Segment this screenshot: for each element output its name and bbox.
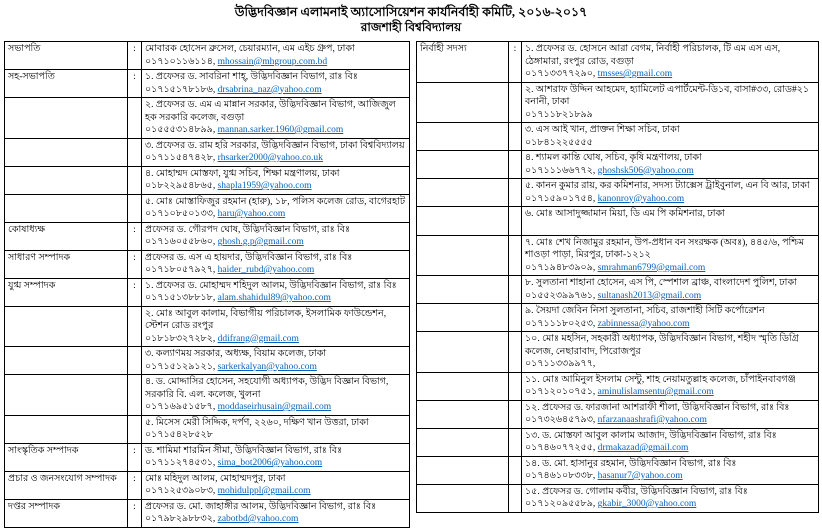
colon-cell	[509, 179, 522, 207]
contact-separator: ,	[592, 318, 598, 329]
member-text: প্রফেসর ড. এস এ হায়দার, উদ্ভিদবিজ্ঞান বিভাগ, রাঃ বিঃ	[145, 252, 353, 263]
member-phone: ০১৭৯৮২৯৮৮৩২	[145, 514, 213, 524]
member-row	[5, 42, 410, 70]
member-text: ১. প্রফেসর ড. মোহাম্মদ শহিদুল আলম, উদ্ভিদবিজ্ঞান বিভাগ, রাঃ বিঃ	[145, 280, 397, 291]
contact-separator: ,	[212, 486, 218, 496]
member-phone: ০১৫৫২৩৯৯৭৬১	[525, 290, 593, 301]
member-text: ২. মোঃ আবুল কালাম, বিভাগীয় পরিচালক, ইসলামিক ফাউন্ডেশন, স্টেশন রোড রংপুর	[145, 308, 387, 331]
role-label-cell	[417, 207, 509, 236]
colon: :	[133, 224, 136, 235]
role-label: প্রচার ও জনসংযোগ সম্পাদক	[8, 473, 117, 484]
member-detail-cell	[522, 456, 819, 484]
colon: :	[133, 501, 136, 512]
member-contact	[525, 414, 815, 427]
member-phone: ০১৭১৫৯০১৭৫৪	[525, 193, 593, 204]
member-detail-cell	[142, 138, 410, 166]
colon-cell	[509, 456, 522, 484]
executive-members-table	[416, 41, 819, 513]
member-text: ৮. সুলতানা শাহানা হোসেন, এস পি, স্পেশাল ব্রাঞ্চ, বাংলাদেশ পুলিশ, ঢাকা	[525, 278, 797, 288]
member-text: প্রফেসর ড. গৌরপদ ঘোষ, উদ্ভিদবিজ্ঞান বিভাগ, রাঃ বিঃ	[145, 224, 351, 235]
member-text: প্রফেসর ড. মো. জাহাঙ্গীর আলম, উদ্ভিদবিজ্ঞান বিভাগ, রাঃ বিঃ	[145, 501, 377, 512]
member-phone: ০১৭১২৫৩৯০৮৩	[145, 486, 213, 496]
member-email-link[interactable]: ghosh.g.p@gmail.com	[217, 237, 304, 247]
member-detail-cell	[142, 222, 410, 250]
member-row	[5, 471, 410, 499]
role-label-cell	[417, 332, 509, 373]
colon-cell	[509, 372, 522, 400]
member-detail-cell	[142, 443, 410, 471]
member-row	[5, 138, 410, 166]
member-phone: ০১৮১৮৩২৭২৮২	[145, 333, 213, 344]
colon-cell	[128, 166, 142, 194]
contact-separator: ,	[592, 387, 598, 397]
member-contact	[145, 152, 406, 165]
member-email-link[interactable]: haru@yahoo.com	[217, 209, 286, 219]
member-email-link[interactable]: ddifrang@gmail.com	[217, 333, 299, 344]
member-detail-cell	[522, 276, 819, 304]
colon: :	[133, 72, 136, 82]
contact-separator: ,	[212, 125, 218, 135]
member-email-link[interactable]: haider_rubd@yahoo.com	[217, 265, 315, 275]
colon: :	[133, 280, 136, 291]
role-label-cell	[5, 70, 128, 98]
member-phone: ০১৮২২৯৫৪৮৬৫	[145, 181, 213, 191]
member-phone: ০১৭১১৩৩৯৯৭৭,	[525, 359, 596, 369]
role-label-cell	[5, 98, 128, 139]
member-row	[417, 207, 819, 236]
member-text: মোঃ মহিদুল আলম, মোহাম্মদপুর, ঢাকা	[145, 473, 286, 484]
role-label-cell	[417, 235, 509, 276]
member-contact	[145, 124, 406, 137]
member-row	[417, 456, 819, 484]
member-text: ৭. মোঃ শেখ নিজামুর রহমান, উপ-প্রধান বন সংরক্ষক (অবঃ), ৪৪৫/৬, পশ্চিম শাওড়া পাড়া, মিরপুর, ঢাকা-১২১২	[525, 237, 805, 260]
member-row	[5, 194, 410, 222]
colon-cell	[509, 123, 522, 151]
role-label-cell	[5, 138, 128, 166]
colon-cell	[128, 306, 142, 347]
member-email-link[interactable]: mhossain@mhgroup.com.bd	[217, 56, 328, 67]
colon-cell	[128, 194, 142, 222]
member-detail-cell	[142, 306, 410, 347]
member-phone: ০১৭১১১৮০২৫৩	[525, 318, 593, 329]
member-contact	[525, 109, 815, 122]
member-text: ২. আশরাফ উদ্দিন আহমেদ, হ্যামিলেট এপার্টমেন্ট-ডি১ব, বাসা#৩৩, রোড#২১ বনানী, ঢাকা	[525, 84, 810, 107]
member-contact	[525, 290, 815, 303]
colon-cell	[509, 235, 522, 276]
role-label-cell	[417, 82, 509, 123]
colon-cell	[128, 347, 142, 375]
contact-separator: ,	[212, 458, 218, 468]
member-contact	[525, 498, 815, 511]
colon-cell	[128, 443, 142, 471]
member-phone: ০১৫৫৫৩১৪৮৯৯	[145, 125, 213, 135]
contact-separator: ,	[212, 153, 218, 163]
member-email-link[interactable]: ghoshsk506@yahoo.com	[597, 165, 694, 176]
member-phone: ০১৭১১১৬৬৭৭২	[525, 165, 593, 176]
member-detail-cell	[142, 166, 410, 194]
member-contact	[145, 180, 406, 193]
member-text: মোবারক হোসেন ব্রুসেল, চেয়ারম্যান, এম এইচ গ্রুপ, ঢাকা	[145, 44, 355, 54]
member-row	[5, 415, 410, 443]
member-row	[5, 443, 410, 471]
role-label-cell	[5, 306, 128, 347]
contact-separator: ,	[212, 209, 218, 219]
colon: :	[133, 44, 136, 54]
member-phone: ০১৭১৬৯৫১৫৮৭	[145, 402, 213, 412]
role-label-cell	[417, 484, 509, 512]
member-email-link[interactable]: sarkerkalyan@yahoo.com	[217, 361, 317, 372]
contact-separator: ,	[212, 265, 218, 275]
member-text: ১০. মোঃ মহসিন, সহকারী অধ্যাপক, উদ্ভিদবিজ্ঞান বিভাগ, শহীদ স্মৃতি ডিগ্রি কলেজ, নেছারাবাদ, পিরোজপুর	[525, 334, 799, 357]
contact-separator: ,	[592, 415, 598, 425]
role-label-cell	[417, 456, 509, 484]
role-label-cell	[417, 400, 509, 428]
member-text: ১৫. প্রফেসর ড. গোলাম কবীর, উদ্ভিদবিজ্ঞান বিভাগ, রাঃ বিঃ	[525, 486, 748, 497]
member-email-link[interactable]: zabinnessa@yahoo.com	[597, 318, 690, 329]
member-phone: ০১৭১৯৪৮৩৯০৯	[525, 262, 593, 273]
member-email-link[interactable]: alam.shahidul89@yahoo.com	[217, 293, 331, 303]
member-row	[5, 375, 410, 416]
member-phone: ০১৭১১৮২১৮৯৯	[525, 109, 593, 120]
member-detail-cell	[522, 235, 819, 276]
member-text: ৫. কানন কুমার রায়, কর কমিশনার, সদস্য ট্যাক্সেস ট্রাইবুনাল, এন বি আর, ঢাকা	[525, 181, 810, 191]
contact-separator: ,	[592, 443, 598, 453]
contact-separator: ,	[212, 333, 218, 344]
member-row	[417, 484, 819, 512]
member-email-link[interactable]: mohidulppl@gmail.com	[217, 486, 311, 496]
member-email-link[interactable]: moddaseirhusain@gmail.com	[217, 402, 332, 412]
member-email-link[interactable]: smrahman6799@gmail.com	[597, 262, 706, 273]
member-detail-cell	[522, 42, 819, 83]
member-phone: ০১৭১২০১০৭৫১	[525, 387, 593, 397]
member-detail-cell	[522, 400, 819, 428]
member-row	[5, 306, 410, 347]
member-text: ১৩. ড. মোস্তফা আবুল কালাম আজাদ, উদ্ভিদবিজ্ঞান বিভাগ, রাঃ বিঃ	[525, 430, 777, 441]
colon-cell	[509, 82, 522, 123]
member-row	[417, 372, 819, 400]
member-email-link[interactable]: drmakazad@gmail.com	[597, 443, 689, 453]
colon-cell	[128, 375, 142, 416]
committee-tables	[0, 35, 822, 528]
member-email-link[interactable]: rhsarker2000@yahoo.co.uk	[217, 153, 323, 163]
member-detail-cell	[142, 499, 410, 527]
role-label-cell	[5, 166, 128, 194]
member-text: ৪. শ্যামল কান্তি ঘোষ, সচিব, কৃষি মন্ত্রণালয়, ঢাকা	[525, 153, 702, 163]
document-title: উদ্ভিদবিজ্ঞান এলামনাই অ্যাসোসিয়েশন কার্যনির্বাহী কমিটি, ২০১৬-২০১৭	[234, 5, 588, 19]
member-text: ৪. মোহাম্মদ মোস্তফা, যুগ্ম সচিব, শিক্ষা মন্ত্রণালয়, ঢাকা	[145, 168, 340, 179]
member-detail-cell	[142, 42, 410, 70]
contact-separator: ,	[592, 290, 598, 301]
role-label-cell	[417, 276, 509, 304]
contact-separator: ,	[212, 237, 218, 247]
member-email-link[interactable]: drsabrina_naz@yahoo.com	[217, 84, 322, 95]
colon-cell	[509, 484, 522, 512]
member-row	[5, 499, 410, 527]
role-label-cell	[417, 372, 509, 400]
member-text: ৫. মিসেস মেরী সিদ্দিক, দর্পণ, ২২৬০, দক্ষিণ খান উত্তরা, ঢাকা	[145, 417, 369, 428]
colon-cell	[128, 499, 142, 527]
role-label-cell	[5, 194, 128, 222]
member-email-link[interactable]: shapla1959@yahoo.com	[217, 181, 312, 191]
member-contact	[525, 358, 815, 371]
member-email-link[interactable]: hasanur7@yahoo.com	[597, 471, 683, 481]
member-row	[417, 151, 819, 179]
member-text: ৩. কল্যাণময় সরকার, অধ্যক্ষ, বিয়াম কলেজ, ঢাকা	[145, 349, 327, 359]
member-contact	[525, 442, 815, 455]
member-contact	[145, 401, 406, 414]
member-detail-cell	[142, 415, 410, 443]
member-detail-cell	[142, 70, 410, 98]
role-label: সভাপতি	[8, 44, 41, 54]
member-text: ৪. ড. মোদ্দাসির হোসেন, সহযোগী অধ্যাপক, উদ্ভিদ বিজ্ঞান বিভাগ, সরকারি বি. এল. কলেজ, খুলনা	[145, 377, 389, 400]
member-row	[417, 332, 819, 373]
member-detail-cell	[522, 372, 819, 400]
member-contact	[145, 513, 406, 526]
member-contact	[145, 485, 406, 498]
member-contact	[145, 236, 406, 249]
member-email-link[interactable]: mannan.sarker.1960@gmail.com	[217, 125, 344, 135]
member-phone: ০১৭৪৬১০৮৩৩৮	[525, 471, 593, 481]
role-label-cell	[5, 471, 128, 499]
member-row	[417, 400, 819, 428]
member-email-link[interactable]: nfarzanaashrafi@yahoo.com	[597, 415, 707, 425]
role-label-cell	[417, 428, 509, 456]
member-phone: ০১৭১৫৪২৮৫২৮	[145, 430, 213, 440]
member-phone: ০১৭১৫১২৯১২১	[145, 361, 213, 372]
member-text: ১. প্রফেসর ড. সাবরিনা শাহ্‌, উদ্ভিদবিজ্ঞান বিভাগ, রাঃ বিঃ	[145, 72, 358, 82]
member-email-link[interactable]: tmsses@gmail.com	[597, 69, 673, 79]
role-label-cell	[5, 499, 128, 527]
contact-separator: ,	[592, 193, 598, 204]
colon-cell	[128, 70, 142, 98]
member-email-link[interactable]: sima_bot2006@yahoo.com	[217, 458, 323, 468]
role-label-cell	[417, 304, 509, 332]
member-phone: ০১৭১০৮৫০১৩৩	[145, 209, 213, 219]
role-label-cell	[5, 250, 128, 278]
member-phone: ০১৭১২০৯৫৫৮৯	[525, 499, 593, 509]
member-text: ৩. এস আই খান, প্রাক্তন শিক্ষা সচিব, ঢাকা	[525, 125, 680, 135]
role-label-cell	[5, 375, 128, 416]
colon-cell	[128, 250, 142, 278]
member-contact	[525, 193, 815, 206]
member-phone: ০১৭১৬০৫৫৮৬০	[145, 237, 213, 247]
role-label: নির্বাহী সদস্য	[420, 44, 467, 54]
colon-cell	[128, 222, 142, 250]
colon-cell	[509, 304, 522, 332]
member-text: ৯. সৈয়দা জেবিন নিসা সুলতানা, সচিব, রাজশাহী সিটি কর্পোরেশন	[525, 306, 765, 316]
member-row	[5, 98, 410, 139]
member-phone: ০১৭১৫১৩৮৮১৮	[145, 293, 213, 303]
contact-separator: ,	[212, 293, 218, 303]
role-label-cell	[5, 347, 128, 375]
contact-separator: ,	[212, 361, 218, 372]
role-label-cell	[5, 42, 128, 70]
member-text: ১৪. ড. মো. হাসানুর রহমান, উদ্ভিদবিজ্ঞান বিভাগ, রাঃ বিঃ	[525, 458, 737, 469]
contact-separator: ,	[212, 514, 218, 524]
member-row	[5, 278, 410, 306]
colon-cell	[128, 415, 142, 443]
role-label-cell	[417, 179, 509, 207]
member-row	[417, 123, 819, 151]
member-detail-cell	[522, 484, 819, 512]
role-label: সাংস্কৃতিক সম্পাদক	[8, 445, 79, 456]
member-contact	[525, 137, 815, 150]
member-detail-cell	[142, 194, 410, 222]
colon: :	[513, 44, 517, 54]
member-detail-cell	[522, 151, 819, 179]
contact-separator: ,	[592, 499, 598, 509]
member-text: ১. প্রফেসর ড. হোসনে আরা বেগম, নির্বাহী পরিচালক, টি এম এস এস, ঠেঙ্গামারা, রংপুর রোড, বগুড়া	[525, 44, 781, 67]
member-text: ৩. প্রফেসর ড. রাম হরি সরকার, উদ্ভিদবিজ্ঞান বিভাগ, ঢাকা বিশ্ববিদ্যালয়	[145, 140, 405, 151]
member-phone: ০১৭১৮০৫৭৯২৭	[145, 265, 213, 275]
member-row	[5, 222, 410, 250]
colon: :	[133, 252, 136, 263]
colon-cell	[509, 428, 522, 456]
contact-separator: ,	[592, 69, 598, 79]
member-contact	[525, 262, 815, 275]
member-row	[5, 70, 410, 98]
member-detail-cell	[522, 304, 819, 332]
member-contact	[525, 470, 815, 483]
member-row	[5, 250, 410, 278]
colon-cell	[509, 332, 522, 373]
member-text: ৫. মোঃ মোস্তাফিজুর রহমান (হারু), ১৮, পলিস কলেজ রোড, বাগেরহাট	[145, 196, 406, 207]
member-text: ২. প্রফেসর ড. এম এ মান্নান সরকার, উদ্ভিদবিজ্ঞান বিভাগ, আজিজুল হক সরকারি কলেজ, বগুড়া	[145, 100, 396, 123]
member-contact	[145, 56, 406, 69]
member-contact	[145, 361, 406, 374]
member-contact	[525, 318, 815, 331]
member-email-link[interactable]: sultanash2013@gmail.com	[597, 290, 702, 301]
colon: :	[133, 445, 136, 456]
row-spacer	[525, 221, 815, 234]
role-label: কোষাধ্যক্ষ	[8, 224, 46, 235]
member-detail-cell	[142, 98, 410, 139]
member-row	[5, 347, 410, 375]
contact-separator: ,	[592, 262, 598, 273]
member-detail-cell	[142, 375, 410, 416]
role-label-cell	[5, 443, 128, 471]
member-phone: ০১৭৩২৬৪৫৭৯৩	[525, 415, 593, 425]
colon-cell	[509, 151, 522, 179]
colon-cell	[128, 42, 142, 70]
officers-table	[4, 41, 410, 528]
colon: :	[133, 473, 136, 484]
member-contact	[145, 208, 406, 221]
member-email-link[interactable]: zabotbd@yahoo.com	[217, 514, 299, 524]
member-contact	[145, 84, 406, 97]
member-detail-cell	[522, 207, 819, 236]
role-label-cell	[5, 415, 128, 443]
role-label-cell	[5, 222, 128, 250]
member-row	[417, 42, 819, 83]
contact-separator: ,	[212, 181, 218, 191]
contact-separator: ,	[212, 402, 218, 412]
member-row	[417, 276, 819, 304]
role-label-cell	[417, 123, 509, 151]
member-contact	[145, 457, 406, 470]
member-contact	[145, 292, 406, 305]
role-label: সাধারণ সম্পাদক	[8, 252, 71, 263]
member-detail-cell	[142, 471, 410, 499]
member-phone: ০১৭১১২৭৪৫৩১	[145, 458, 213, 468]
member-text: ১১. মোঃ আমিনুল ইসলাম সেন্টু, শাহ নেয়ামতুল্লাহ কলেজ, চাঁপাইনবাবগঞ্জ	[525, 374, 796, 385]
document-subtitle: রাজশাহী বিশ্ববিদ্যালয়	[360, 20, 462, 34]
member-phone: ০১৭৪৬০৭৭২৫৫	[525, 443, 593, 453]
member-detail-cell	[522, 123, 819, 151]
member-contact	[525, 386, 815, 399]
member-detail-cell	[522, 428, 819, 456]
colon-cell	[128, 138, 142, 166]
member-row	[5, 166, 410, 194]
role-label-cell	[417, 151, 509, 179]
member-phone: ০১৭১০১১৬১১৪	[145, 56, 213, 67]
role-label: যুগ্ম সম্পাদক	[8, 280, 56, 291]
member-phone: ০১৭১৫১৭৮১৮৬	[145, 84, 213, 95]
contact-separator: ,	[212, 56, 218, 67]
member-contact	[525, 68, 815, 81]
member-detail-cell	[142, 250, 410, 278]
member-detail-cell	[522, 332, 819, 373]
member-row	[417, 428, 819, 456]
colon-cell	[128, 278, 142, 306]
member-row	[417, 179, 819, 207]
member-detail-cell	[522, 179, 819, 207]
member-email-link[interactable]: gkabir_3000@yahoo.com	[597, 499, 697, 509]
colon-cell	[509, 276, 522, 304]
member-row	[417, 235, 819, 276]
member-contact	[145, 333, 406, 346]
member-row	[417, 304, 819, 332]
member-detail-cell	[142, 278, 410, 306]
member-text: ১২. প্রফেসর ড. ফারজানা আশরাফী শীলা, উদ্ভিদবিজ্ঞান বিভাগ, রাঃ বিঃ	[525, 402, 790, 413]
member-detail-cell	[142, 347, 410, 375]
member-email-link[interactable]: aminulislamsentu@gmail.com	[597, 387, 714, 397]
member-text: ড. শামিমা শারমিন সীমা, উদ্ভিদবিজ্ঞান বিভাগ, রাঃ বিঃ	[145, 445, 343, 456]
member-text: ৬. মোঃ আসাদুজ্জামান মিয়া, ডি এম পি কমিশনার, ঢাকা	[525, 209, 725, 219]
colon-cell	[509, 42, 522, 83]
colon-cell	[128, 471, 142, 499]
member-contact	[525, 165, 815, 178]
member-phone: ০১৮৪১২২৫৫৫৫	[525, 137, 593, 148]
member-contact	[145, 429, 406, 442]
colon-cell	[509, 207, 522, 236]
member-phone: ০১৭১৩৩৭৭২৯০	[525, 69, 593, 79]
member-row	[417, 82, 819, 123]
member-email-link[interactable]: kanonroy@yahoo.com	[597, 193, 685, 204]
colon-cell	[128, 98, 142, 139]
role-label: দপ্তর সম্পাদক	[8, 501, 61, 512]
member-detail-cell	[522, 82, 819, 123]
colon-cell	[509, 400, 522, 428]
role-label: সহ-সভাপতি	[8, 72, 55, 82]
contact-separator: ,	[592, 471, 598, 481]
contact-separator: ,	[592, 165, 598, 176]
contact-separator: ,	[212, 84, 218, 95]
member-phone: ০১৭১১৫৪৭৪২৮	[145, 153, 213, 163]
role-label-cell	[417, 42, 509, 83]
role-label-cell	[5, 278, 128, 306]
member-contact	[145, 264, 406, 277]
